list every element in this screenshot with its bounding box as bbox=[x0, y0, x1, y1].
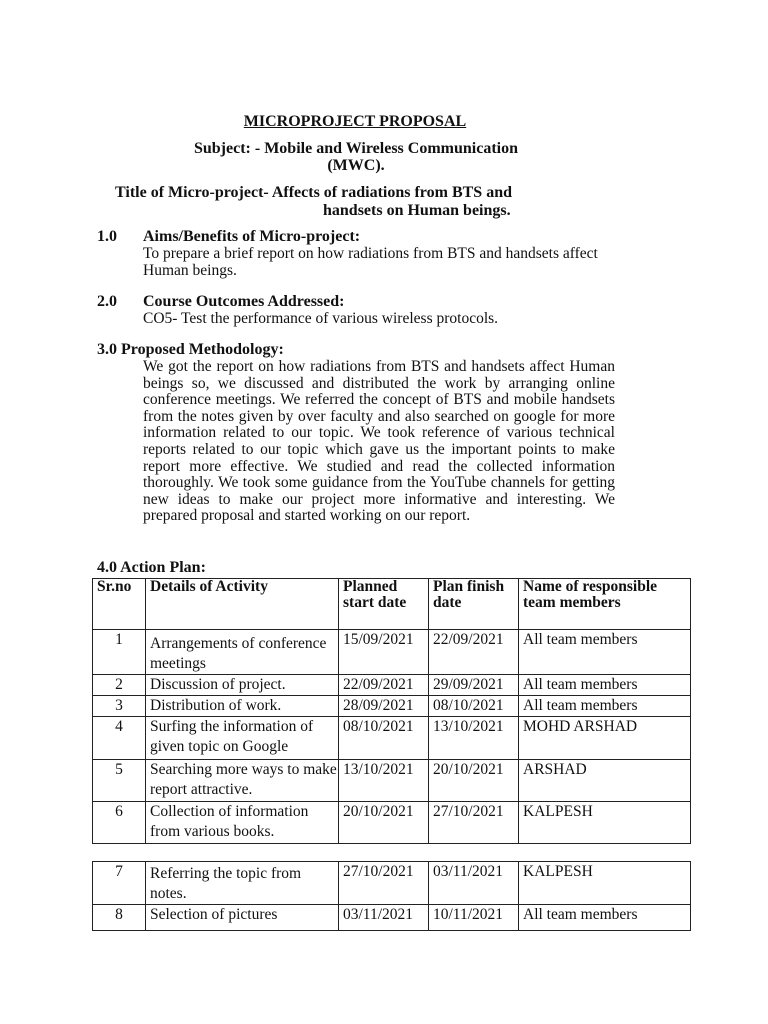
cell-finish: 20/10/2021 bbox=[429, 760, 519, 802]
section-3-heading: 3.0 Proposed Methodology: bbox=[97, 341, 284, 358]
cell-members: All team members bbox=[519, 696, 691, 717]
microproject-title bbox=[115, 184, 575, 220]
header-finish-date: Plan finish date bbox=[429, 579, 519, 630]
subject-line bbox=[0, 140, 712, 174]
microproject-title-line-2: handsets on Human beings. bbox=[323, 202, 511, 219]
section-2-number: 2.0 bbox=[97, 293, 117, 310]
cell-finish: 29/09/2021 bbox=[429, 675, 519, 696]
table-row bbox=[93, 862, 691, 905]
subject-line-1: Subject: - Mobile and Wireless Communication bbox=[193, 140, 518, 157]
cell-start: 28/09/2021 bbox=[339, 696, 429, 717]
cell-srno: 2 bbox=[93, 675, 146, 696]
cell-start: 13/10/2021 bbox=[339, 760, 429, 802]
cell-finish: 08/10/2021 bbox=[429, 696, 519, 717]
cell-srno: 8 bbox=[93, 905, 146, 931]
header-details: Details of Activity bbox=[146, 579, 339, 630]
cell-srno: 6 bbox=[93, 802, 146, 844]
cell-start: 27/10/2021 bbox=[339, 862, 429, 905]
header-srno: Sr.no bbox=[93, 579, 146, 630]
table-header-row bbox=[93, 579, 691, 630]
cell-activity: Selection of pictures bbox=[146, 905, 339, 931]
cell-activity-text: Arrangements of conference meetings bbox=[150, 635, 327, 672]
cell-members: ARSHAD bbox=[519, 760, 691, 802]
cell-members: All team members bbox=[519, 905, 691, 931]
cell-members: KALPESH bbox=[519, 862, 691, 905]
cell-start: 08/10/2021 bbox=[339, 717, 429, 760]
table-row bbox=[93, 905, 691, 931]
section-1-body: To prepare a brief report on how radiations from BTS and handsets affect Human beings. bbox=[143, 245, 598, 279]
document-title: MICROPROJECT PROPOSAL bbox=[243, 113, 467, 130]
cell-members: All team members bbox=[519, 675, 691, 696]
cell-srno: 1 bbox=[93, 630, 146, 675]
microproject-title-line-1: Title of Micro-project- Affects of radiations from BTS and bbox=[115, 184, 512, 201]
cell-members: MOHD ARSHAD bbox=[519, 717, 691, 760]
cell-activity: Collection of information from various books. bbox=[146, 802, 339, 844]
cell-start: 15/09/2021 bbox=[339, 630, 429, 675]
action-plan-table-continued bbox=[92, 861, 691, 931]
table-row bbox=[93, 696, 691, 717]
cell-activity bbox=[146, 630, 339, 675]
cell-finish: 03/11/2021 bbox=[429, 862, 519, 905]
cell-finish: 13/10/2021 bbox=[429, 717, 519, 760]
cell-finish: 10/11/2021 bbox=[429, 905, 519, 931]
table-row bbox=[93, 802, 691, 844]
action-plan-table bbox=[92, 578, 691, 844]
cell-members: All team members bbox=[519, 630, 691, 675]
cell-activity: Discussion of project. bbox=[146, 675, 339, 696]
cell-srno: 3 bbox=[93, 696, 146, 717]
section-2-body: CO5- Test the performance of various wireless protocols. bbox=[143, 310, 499, 327]
cell-activity: Distribution of work. bbox=[146, 696, 339, 717]
header-members: Name of responsible team members bbox=[519, 579, 691, 630]
section-1-heading: Aims/Benefits of Micro-project: bbox=[143, 228, 361, 245]
section-2-heading: Course Outcomes Addressed: bbox=[143, 293, 345, 310]
table-row bbox=[93, 717, 691, 760]
table-row bbox=[93, 675, 691, 696]
cell-start: 22/09/2021 bbox=[339, 675, 429, 696]
cell-srno: 4 bbox=[93, 717, 146, 760]
cell-srno: 7 bbox=[93, 862, 146, 905]
subject-line-2: (MWC). bbox=[327, 157, 385, 174]
cell-finish: 22/09/2021 bbox=[429, 630, 519, 675]
header-start-date: Planned start date bbox=[339, 579, 429, 630]
cell-activity: Surfing the information of given topic on Google bbox=[146, 717, 339, 760]
section-3-body: We got the report on how radiations from BTS and handsets affect Human beings so, we discussed and distributed the work by arranging online conference meetings. We referred the concept of BTS and mobile handsets from the notes given by over faculty and also searched on google for more information related to our topic. We took reference of various technical reports related to our topic which gave us the important points to make report more effective. We studied and read the collected information thoroughly. We took some guidance from the YouTube channels for getting new ideas to make our project more informative and interesting. We prepared proposal and started working on our report. bbox=[143, 358, 615, 525]
cell-start: 20/10/2021 bbox=[339, 802, 429, 844]
cell-activity: Searching more ways to make report attractive. bbox=[146, 760, 339, 802]
table-row bbox=[93, 760, 691, 802]
section-1-number: 1.0 bbox=[97, 228, 117, 245]
cell-activity bbox=[146, 862, 339, 905]
table-row bbox=[93, 630, 691, 675]
cell-members: KALPESH bbox=[519, 802, 691, 844]
cell-finish: 27/10/2021 bbox=[429, 802, 519, 844]
section-4-heading: 4.0 Action Plan: bbox=[97, 559, 206, 576]
cell-activity-text: Referring the topic from notes. bbox=[150, 865, 302, 902]
cell-start: 03/11/2021 bbox=[339, 905, 429, 931]
cell-srno: 5 bbox=[93, 760, 146, 802]
